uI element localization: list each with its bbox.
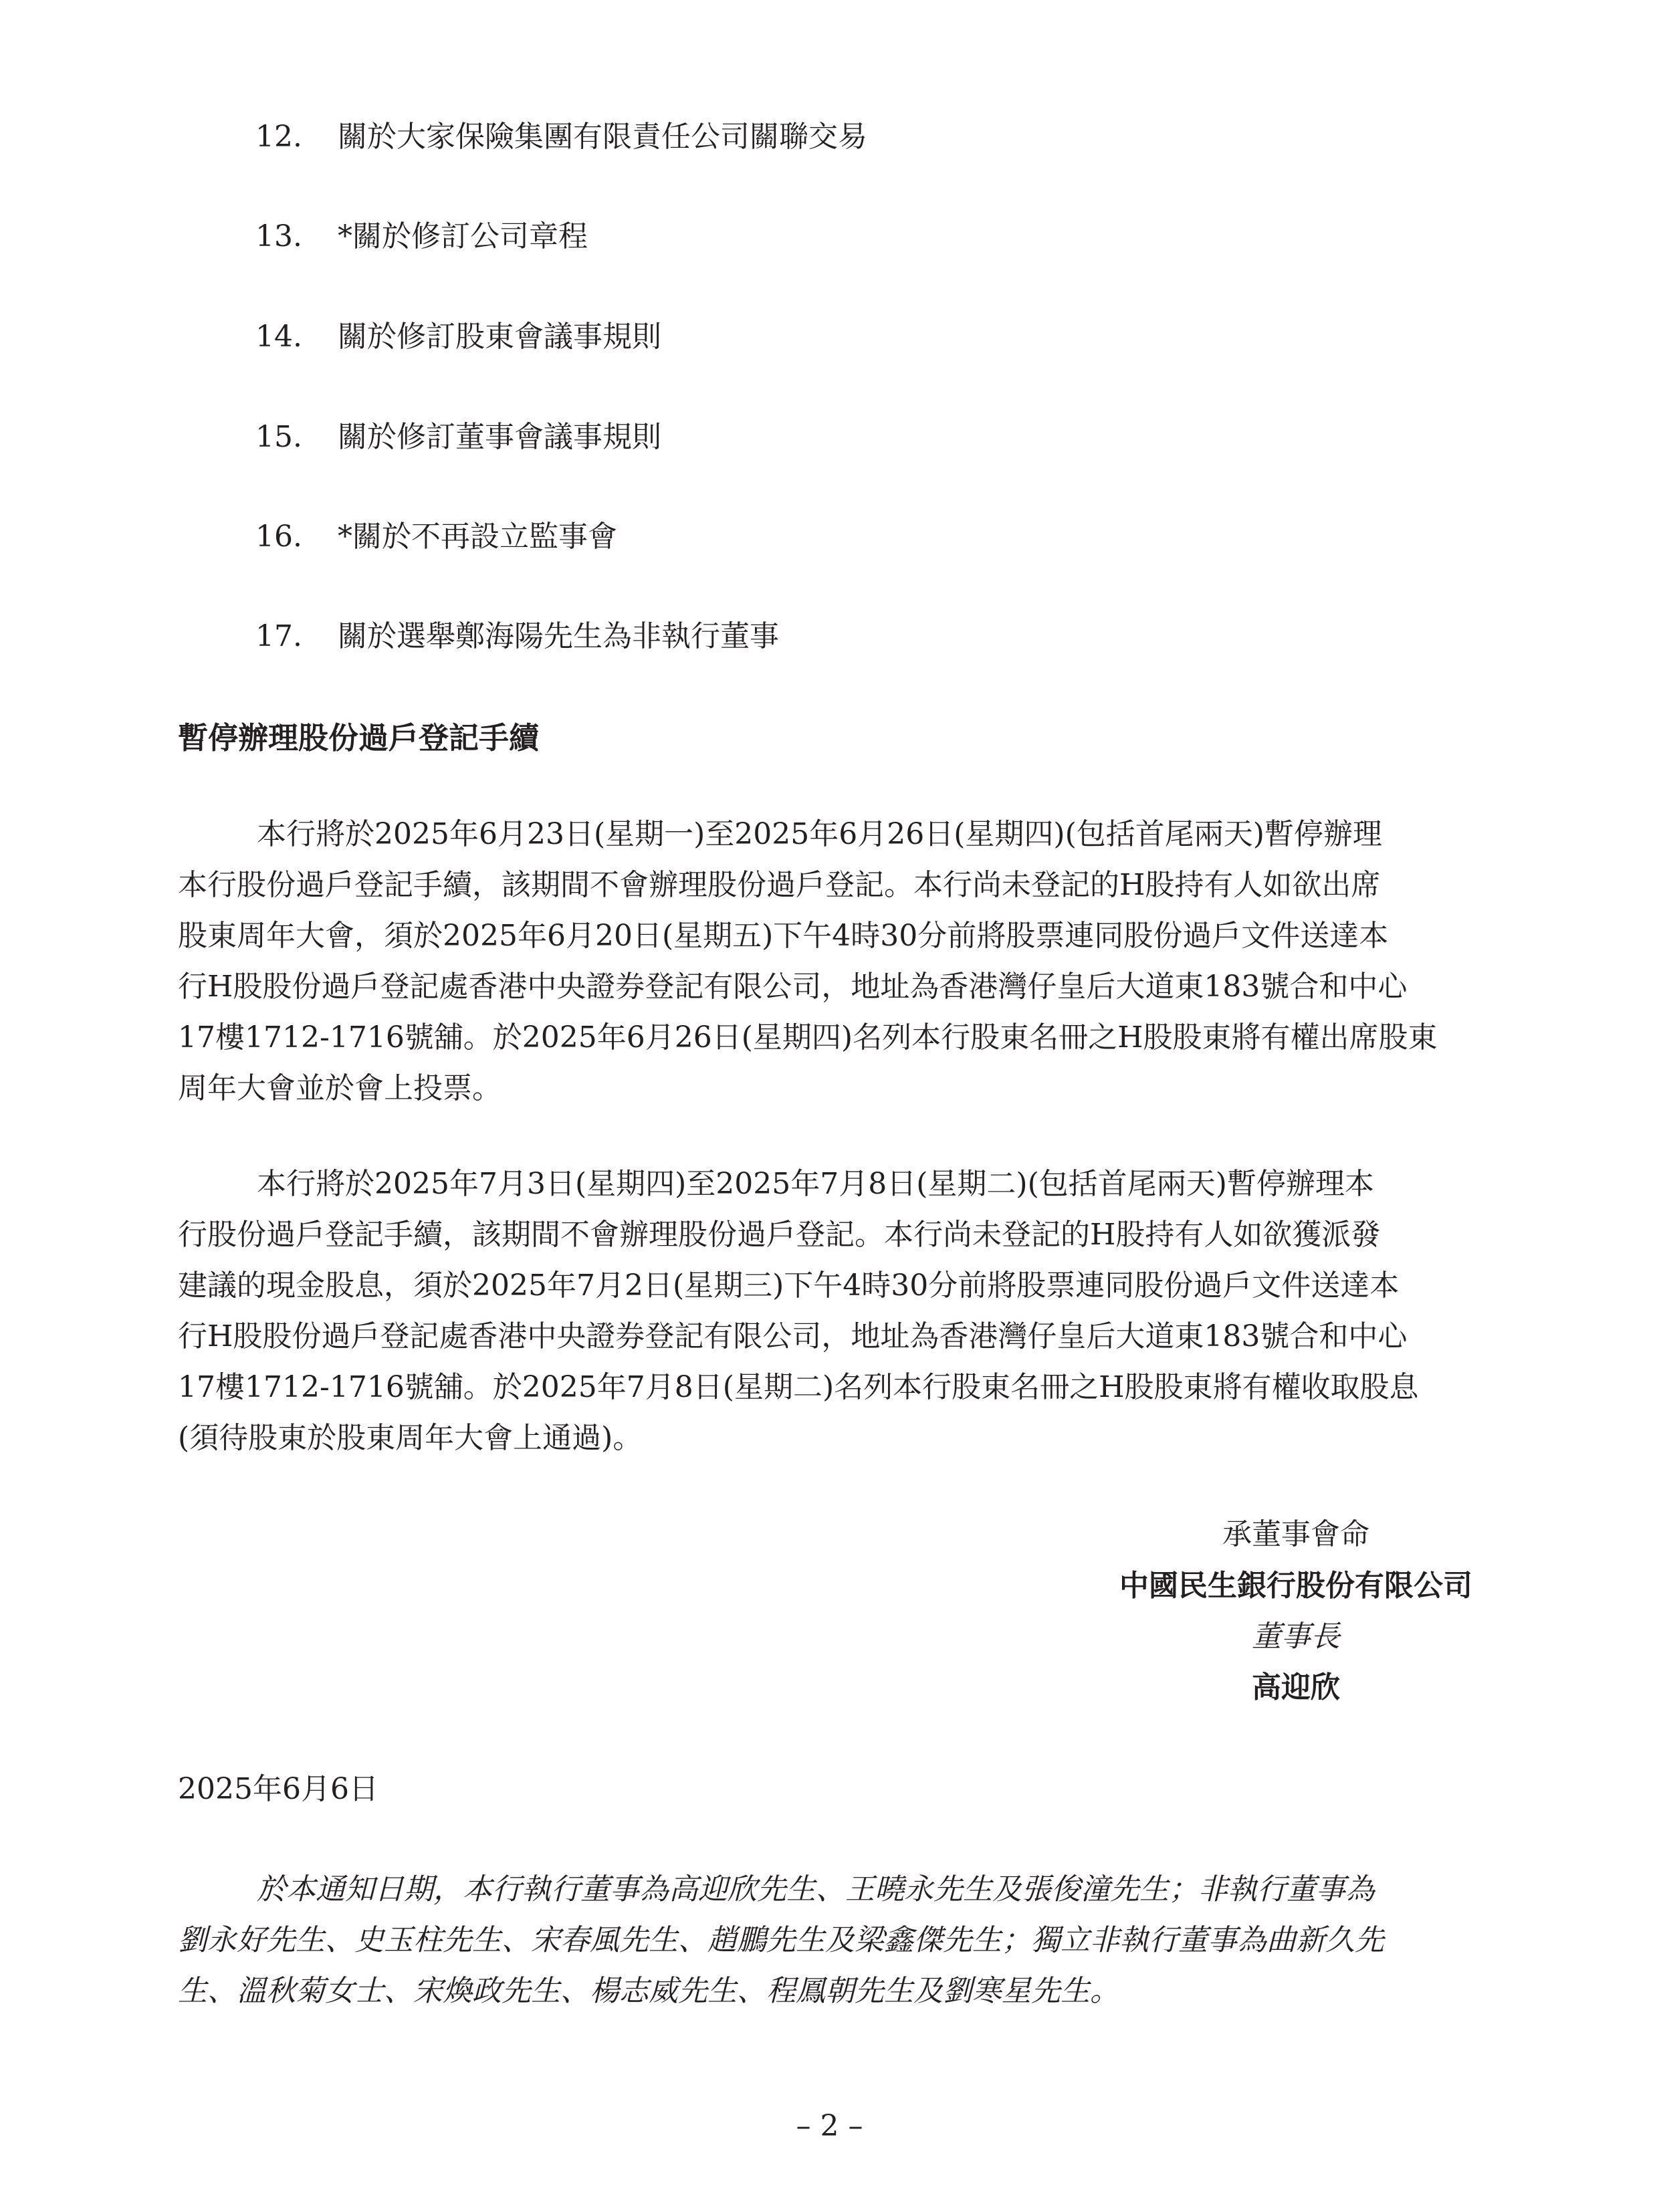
item-text: 關於修訂董事會議事規則	[338, 420, 661, 454]
signature-name: 高迎欣	[1252, 1670, 1340, 1704]
note-line: 於本通知日期，本行執行董事為高迎欣先生、王曉永先生及張俊潼先生；非執行董事為	[257, 1872, 1375, 1906]
item-text: *關於不再設立監事會	[338, 520, 617, 554]
note-line: 生、溫秋菊女士、宋煥政先生、楊志威先生、程鳳朝先生及劉寒星先生。	[178, 1974, 1119, 2008]
paragraph-line: 周年大會並於會上投票。	[178, 1071, 502, 1105]
notice-date: 2025年6月6日	[178, 1772, 378, 1806]
agenda-item-12	[255, 117, 867, 157]
item-number: 13.	[255, 219, 302, 253]
paragraph-line: 股東周年大會，須於2025年6月20日(星期五)下午4時30分前將股票連同股份過戶文件送達本	[178, 919, 1389, 953]
paragraph-line: (須待股東於股東周年大會上通過)。	[178, 1421, 643, 1455]
signature-by-order: 承董事會命	[1222, 1517, 1369, 1551]
paragraph-line: 本行將於2025年7月3日(星期四)至2025年7月8日(星期二)(包括首尾兩天)暫停辦理本	[257, 1167, 1374, 1201]
book-closure-paragraph-dividend	[178, 1159, 1482, 1464]
note-line: 劉永好先生、史玉柱先生、宋春風先生、趙鵬先生及梁鑫傑先生；獨立非執行董事為曲新久先	[178, 1923, 1384, 1957]
item-number: 17.	[255, 619, 302, 653]
item-number: 16.	[255, 520, 302, 554]
paragraph-line: 17樓1712-1716號舖。於2025年6月26日(星期四)名列本行股東名冊之H股股東將有權出席股東	[178, 1020, 1438, 1055]
paragraph-line: 本行將於2025年6月23日(星期一)至2025年6月26日(星期四)(包括首尾兩天)暫停辦理	[257, 817, 1382, 851]
agenda-item-15	[255, 417, 661, 457]
item-text: 關於選舉鄭海陽先生為非執行董事	[338, 619, 779, 653]
paragraph-line: 建議的現金股息，須於2025年7月2日(星期三)下午4時30分前將股票連同股份過戶文件送達本	[178, 1268, 1400, 1303]
signature-title: 董事長	[1252, 1620, 1340, 1654]
signature-company: 中國民生銀行股份有限公司	[1119, 1569, 1472, 1603]
item-number: 14.	[255, 320, 302, 354]
item-text: *關於修訂公司章程	[338, 219, 588, 253]
paragraph-line: 本行股份過戶登記手續，該期間不會辦理股份過戶登記。本行尚未登記的H股持有人如欲出席	[178, 868, 1381, 902]
agenda-item-14	[255, 317, 661, 357]
item-text: 關於修訂股東會議事規則	[338, 320, 661, 354]
item-number: 15.	[255, 420, 302, 454]
agenda-item-17	[255, 617, 779, 657]
paragraph-line: 行H股股份過戶登記處香港中央證券登記有限公司，地址為香港灣仔皇后大道東183號合和中心	[178, 970, 1408, 1004]
paragraph-line: 行H股股份過戶登記處香港中央證券登記有限公司，地址為香港灣仔皇后大道東183號合和中心	[178, 1319, 1408, 1353]
agenda-item-16	[255, 517, 617, 557]
paragraph-line: 17樓1712-1716號舖。於2025年7月8日(星期二)名列本行股東名冊之H股股東將有權收取股息	[178, 1370, 1419, 1404]
book-closure-paragraph-agm	[178, 809, 1482, 1114]
item-text: 關於大家保險集團有限責任公司關聯交易	[338, 120, 867, 154]
paragraph-line: 行股份過戶登記手續，該期間不會辦理股份過戶登記。本行尚未登記的H股持有人如欲獲派發	[178, 1218, 1381, 1252]
section-heading: 暫停辦理股份過戶登記手續	[178, 720, 540, 756]
item-number: 12.	[255, 120, 302, 154]
page-number: – 2 –	[796, 2109, 863, 2143]
directors-note	[178, 1864, 1482, 2017]
agenda-item-13	[255, 217, 588, 257]
